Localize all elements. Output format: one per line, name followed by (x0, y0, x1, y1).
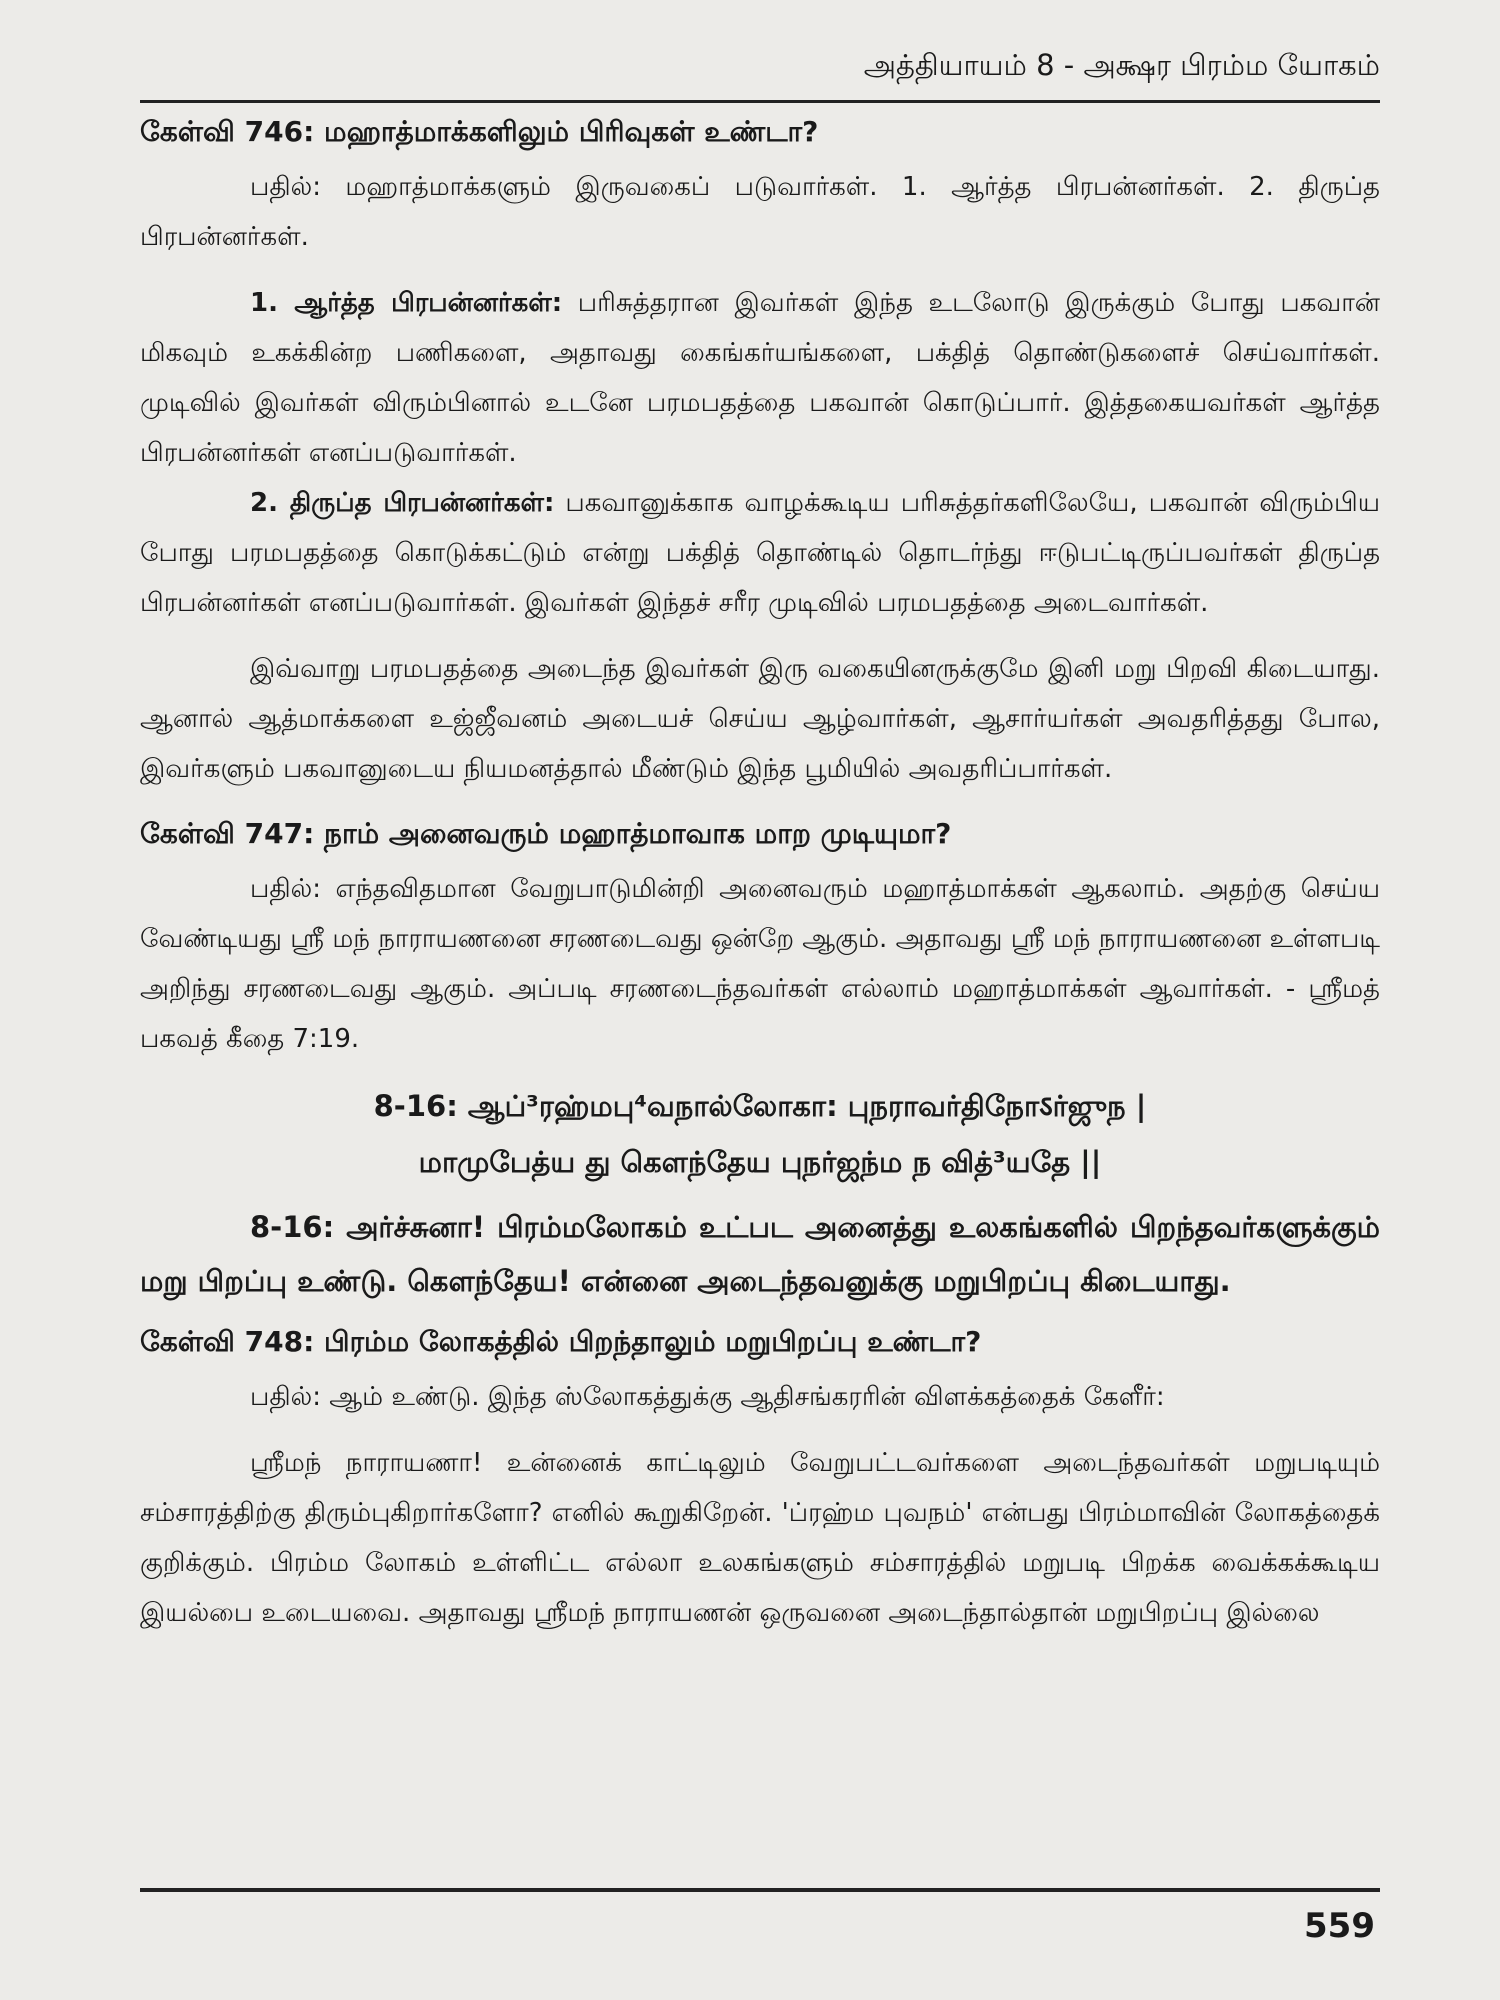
sloka-translation: 8-16: அர்ச்சுனா! பிரம்மலோகம் உட்பட அனைத்து உலகங்களில் பிறந்தவர்களுக்கும் மறு பிறப்பு உண்டு. கௌந்தேய! என்னை அடைந்தவனுக்கு மறுபிறப்பு கிடையாது. (140, 1210, 1380, 1298)
sloka-8-16 (140, 1078, 1380, 1190)
sloka-line-1: 8-16: ஆப்³ரஹ்மபு⁴வநால்லோகா: புநராவர்திநோऽர்ஜுந | (373, 1089, 1147, 1123)
aartha-prapannar-paragraph (140, 278, 1380, 478)
rebirth-paragraph: இவ்வாறு பரமபதத்தை அடைந்த இவர்கள் இரு வகையினருக்குமே இனி மறு பிறவி கிடையாது. ஆனால் ஆத்மாக்களை உஜ்ஜீவனம் அடையச் செய்ய ஆழ்வார்கள், ஆசார்யர்கள் அவதரித்தது போல, இவர்களும் பகவானுடைய நியமனத்தால் மீண்டும் இந்த பூமியில் அவதரிப்பார்கள். (140, 654, 1380, 784)
aartha-prapannar-label: 1. ஆர்த்த பிரபன்னர்கள்: (250, 288, 563, 318)
shankara-commentary: ஸ்ரீமந் நாராயணா! உன்னைக் காட்டிலும் வேறுபட்டவர்களை அடைந்தவர்கள் மறுபடியும் சம்சாரத்திற்கு திரும்புகிறார்களோ? எனில் கூறுகிறேன். 'ப்ரஹ்ம புவநம்' என்பது பிரம்மாவின் லோகத்தைக் குறிக்கும். பிரம்ம லோகம் உள்ளிட்ட எல்லா உலகங்களும் சம்சாரத்தில் மறுபடி பிறக்க வைக்கக்கூடிய இயல்பை உடையவை. அதாவது ஸ்ரீமந் நாராயணன் ஒருவனை அடைந்தால்தான் மறுபிறப்பு இல்லை (140, 1448, 1380, 1628)
page-number: 559 (1304, 1906, 1375, 1946)
aartha-prapannar-text: பரிசுத்தரான இவர்கள் இந்த உடலோடு இருக்கும் போது பகவான் மிகவும் உகக்கின்ற பணிகளை, அதாவது கைங்கர்யங்களை, பக்தித் தொண்டுகளைச் செய்வார்கள். முடிவில் இவர்கள் விரும்பினால் உடனே பரமபதத்தை பகவான் கொடுப்பார். இத்தகையவர்கள் ஆர்த்த பிரபன்னர்கள் எனப்படுவார்கள். (140, 288, 1381, 468)
thiruptha-prapannar-paragraph (140, 478, 1380, 628)
page-content (140, 108, 1380, 1638)
thiruptha-prapannar-text: பகவானுக்காக வாழக்கூடிய பரிசுத்தர்களிலேயே, பகவான் விரும்பிய போது பரமபதத்தை கொடுக்கட்டும் என்று பக்தித் தொண்டில் தொடர்ந்து ஈடுபட்டிருப்பவர்கள் திருப்த பிரபன்னர்கள் எனப்படுவார்கள். இவர்கள் இந்தச் சரீர முடிவில் பரமபதத்தை அடைவார்கள். (140, 488, 1380, 618)
question-748-title: கேள்வி 748: பிரம்ம லோகத்தில் பிறந்தாலும் மறுபிறப்பு உண்டா? (140, 1325, 982, 1358)
question-747-answer: பதில்: எந்தவிதமான வேறுபாடுமின்றி அனைவரும் மஹாத்மாக்கள் ஆகலாம். அதற்கு செய்ய வேண்டியது ஸ்ரீ மந் நாராயணனை சரணடைவது ஒன்றே ஆகும். அதாவது ஸ்ரீ மந் நாராயணனை உள்ளபடி அறிந்து சரணடைவது ஆகும். அப்படி சரணடைந்தவர்கள் எல்லாம் மஹாத்மாக்கள் ஆவார்கள். - ஸ்ரீமத் பகவத் கீதை 7:19. (140, 874, 1380, 1054)
running-header: அத்தியாயம் 8 - அக்ஷர பிரம்ம யோகம் (863, 48, 1380, 82)
question-748-answer: பதில்: ஆம் உண்டு. இந்த ஸ்லோகத்துக்கு ஆதிசங்கரரின் விளக்கத்தைக் கேளீர்: (250, 1382, 1165, 1412)
question-746-answer: பதில்: மஹாத்மாக்களும் இருவகைப் படுவார்கள். 1. ஆர்த்த பிரபன்னர்கள். 2. திருப்த பிரபன்னர்கள். (140, 172, 1380, 252)
sloka-line-2: மாமுபேத்ய து கௌந்தேய புநர்ஜந்ம ந வித்³யதே || (418, 1145, 1102, 1179)
footer-rule (140, 1888, 1380, 1892)
thiruptha-prapannar-label: 2. திருப்த பிரபன்னர்கள்: (250, 488, 555, 518)
header-rule (140, 100, 1380, 103)
question-746-title: கேள்வி 746: மஹாத்மாக்களிலும் பிரிவுகள் உண்டா? (140, 115, 819, 148)
question-747-title: கேள்வி 747: நாம் அனைவரும் மஹாத்மாவாக மாற முடியுமா? (140, 817, 952, 850)
